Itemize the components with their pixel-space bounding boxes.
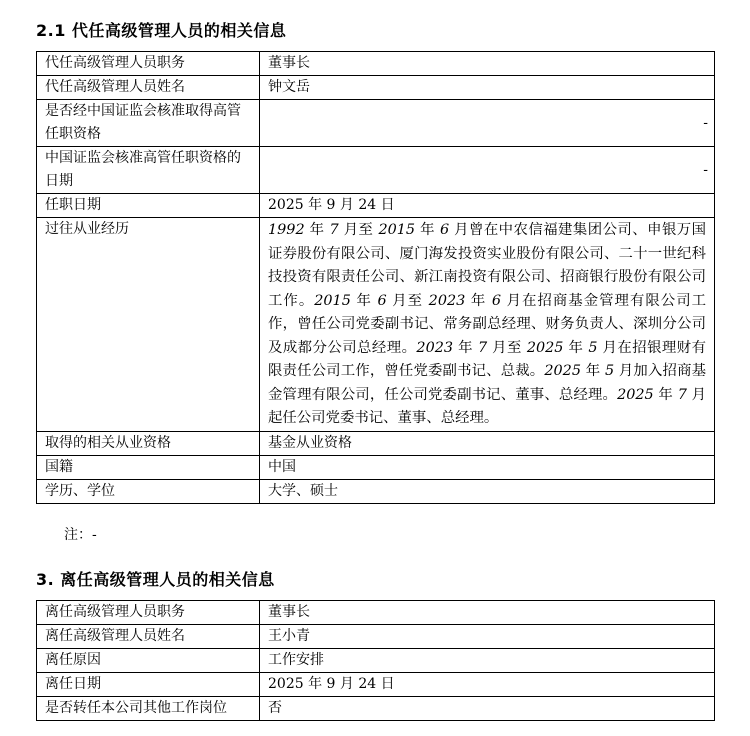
departed-manager-table bbox=[36, 600, 715, 721]
row-value: 基金从业资格 bbox=[260, 431, 715, 455]
row-key: 过往从业经历 bbox=[37, 218, 260, 432]
row-value: - bbox=[260, 147, 715, 194]
row-value: 钟文岳 bbox=[260, 76, 715, 100]
row-key: 离任高级管理人员姓名 bbox=[37, 625, 260, 649]
table-row bbox=[37, 194, 715, 218]
acting-manager-table bbox=[36, 51, 715, 504]
career-history: 1992 年 7 月至 2015 年 6 月曾在中农信福建集团公司、申银万国证券股份有限公司、厦门海发投资实业股份有限公司、二十一世纪科技投资有限责任公司、新江南投资有限公司、招商银行股份有限公司工作。2015 年 6 月至 2023 年 6 月在招商基金管理有限公司工作，曾任公司党委副书记、常务副总经理、财务负责人、深圳分公司及成都分公司总经理。2023 年 7 月至 2025 年 5 月在招银理财有限责任公司工作，曾任党委副书记、总裁。2025 年 5 月加入招商基金管理有限公司，任公司党委副书记、董事、总经理。2025 年 7 月起任公司党委书记、董事、总经理。 bbox=[260, 218, 715, 432]
table-row bbox=[37, 697, 715, 721]
row-value: 2025 年 9 月 24 日 bbox=[260, 673, 715, 697]
table-row bbox=[37, 455, 715, 479]
row-key: 取得的相关从业资格 bbox=[37, 431, 260, 455]
table-row bbox=[37, 673, 715, 697]
row-key: 代任高级管理人员姓名 bbox=[37, 76, 260, 100]
row-value: 王小青 bbox=[260, 625, 715, 649]
row-value: 董事长 bbox=[260, 601, 715, 625]
row-key: 国籍 bbox=[37, 455, 260, 479]
row-value: 工作安排 bbox=[260, 649, 715, 673]
table-row bbox=[37, 479, 715, 503]
table-row bbox=[37, 218, 715, 432]
table-row bbox=[37, 76, 715, 100]
row-key: 离任日期 bbox=[37, 673, 260, 697]
table-row bbox=[37, 649, 715, 673]
row-key: 中国证监会核准高管任职资格的日期 bbox=[37, 147, 260, 194]
table-row bbox=[37, 52, 715, 76]
row-value: - bbox=[260, 100, 715, 147]
row-key: 任职日期 bbox=[37, 194, 260, 218]
row-key: 是否经中国证监会核准取得高管任职资格 bbox=[37, 100, 260, 147]
table-row bbox=[37, 431, 715, 455]
table-row bbox=[37, 601, 715, 625]
note: 注：- bbox=[64, 527, 97, 543]
row-key: 是否转任本公司其他工作岗位 bbox=[37, 697, 260, 721]
row-value: 中国 bbox=[260, 455, 715, 479]
section-title-departed: 3. 离任高级管理人员的相关信息 bbox=[36, 570, 275, 589]
table-row bbox=[37, 625, 715, 649]
row-key: 学历、学位 bbox=[37, 479, 260, 503]
row-key: 代任高级管理人员职务 bbox=[37, 52, 260, 76]
row-key: 离任原因 bbox=[37, 649, 260, 673]
row-value: 2025 年 9 月 24 日 bbox=[260, 194, 715, 218]
row-key: 离任高级管理人员职务 bbox=[37, 601, 260, 625]
table-row bbox=[37, 100, 715, 147]
row-value: 否 bbox=[260, 697, 715, 721]
section-title-acting: 2.1 代任高级管理人员的相关信息 bbox=[36, 21, 287, 40]
row-value: 大学、硕士 bbox=[260, 479, 715, 503]
row-value: 董事长 bbox=[260, 52, 715, 76]
table-row bbox=[37, 147, 715, 194]
